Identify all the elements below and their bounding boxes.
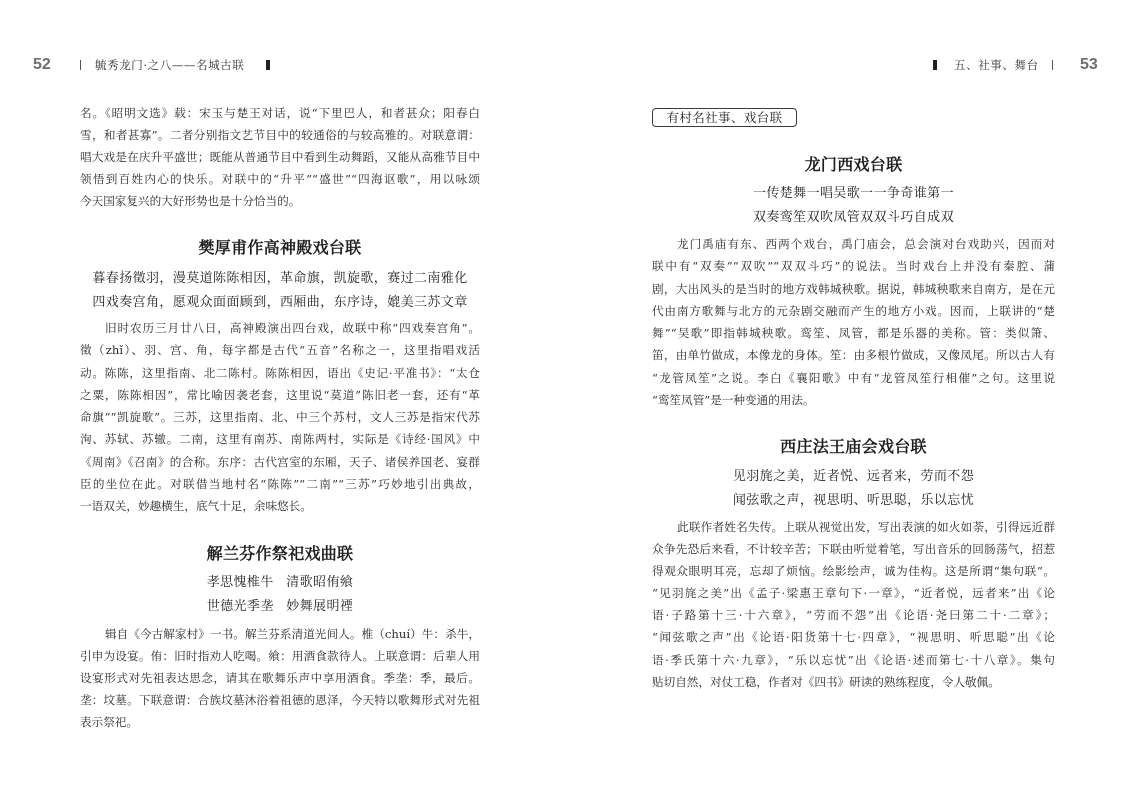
couplet-line: 见羽旄之美，近者悦、远者来，劳而不怨 (732, 469, 975, 484)
text-line: 贴切自然，对仗工稳，作者对《四书》研读的熟练程度，令人敬佩。 (652, 674, 1000, 689)
text-line: 臣的坐位在此。对联借当地村名“陈陈”“二南”“三苏”巧妙地引出典故， (80, 476, 480, 491)
text-line: 领悟到百姓内心的快乐。对联中的“升平”“盛世”“四海讴歌”，用以咏颂 (80, 172, 480, 186)
right-running-title: 五、社事、舞台 (954, 58, 1039, 72)
text-line: 徵（zhǐ）、羽、宫、角，每字都是古代“五音”名称之一，这里指唱戏活 (80, 343, 480, 358)
left-running-title: 毓秀龙门·之八——名城古联 (95, 58, 245, 72)
text-line: 语·季氏第十六·九章》，“乐以忘忧”出《论语·述而第七·十八章》。集句 (652, 652, 1055, 667)
text-line: 今天国家复兴的大好形势也是十分恰当的。 (80, 194, 301, 208)
right-page-number: 53 (1080, 56, 1098, 73)
text-line: “闻弦歌之声”出《论语·阳货第十七·四章》，“视思明、听思聪”出《论 (652, 630, 1055, 645)
text-line: 《周南》《召南》的合称。东序：古代宫室的东厢，天子、诸侯养国老、宴群 (80, 454, 480, 469)
text-line: 设宴形式对先祖表达思念，请其在歌舞乐声中享用酒食。季垄：季，最后。 (80, 671, 480, 685)
text-line: 之粟，陈陈相因”，常比喻因袭老套，这里说“莫道”陈旧老一套，还有“革 (80, 387, 480, 402)
text-line: 旧时农历三月廿八日，高神殿演出四台戏，故联中称“四戏奏宫角”。 (105, 321, 480, 335)
paragraph (80, 317, 480, 517)
paragraph (80, 102, 480, 212)
section-heading: 樊厚甫作高神殿戏台联 (198, 238, 362, 257)
couplet-line: 孝思愧椎牛 清歌昭侑飨 (206, 575, 354, 590)
couplet (652, 465, 1055, 513)
text-line: 命旗”“凯旋歌”。三苏，这里指南、北、中三个苏村，文人三苏是指宋代苏 (80, 410, 480, 424)
text-line: 唱大戏是在庆升平盛世；既能从普通节目中看到生动舞蹈，又能从高雅节目中 (80, 150, 480, 164)
paragraph (652, 516, 1055, 693)
section-heading: 解兰芬作祭祀戏曲联 (206, 544, 354, 563)
text-line: “见羽旄之美”出《孟子·梁惠王章句下·一章》，“近者悦，远者来”出《论 (652, 586, 1055, 601)
couplet (652, 182, 1055, 230)
couplet-line: 暮春扬徵羽，漫莫道陈陈相因，革命旗，凯旋歌，赛过二南雅化 (92, 271, 468, 286)
header-divider (80, 60, 81, 70)
section-heading: 龙门西戏台联 (804, 155, 903, 174)
couplet (80, 571, 480, 619)
paragraph (80, 623, 480, 733)
paragraph (652, 233, 1055, 411)
text-line: 一语双关，妙趣横生，底气十足，余味悠长。 (80, 499, 312, 513)
text-line: 剧，大出风头的是当时的地方戏韩城秧歌。据说，韩城秧歌来自南方，是在元 (652, 281, 1055, 296)
text-line: 动。陈陈，这里指南、北二陈村。陈陈相因，语出《史记·平准书》：“太仓 (80, 365, 480, 380)
couplet-line: 世德光季垄 妙舞展明禋 (206, 599, 354, 614)
couplet-line: 闻弦歌之声，视思明、听思聪，乐以忘忧 (732, 493, 975, 508)
text-line: 舞”“吴歌”即指韩城秧歌。鸾笙、凤管，都是乐器的美称。管：类似箫、 (652, 326, 1055, 341)
left-page-number: 52 (33, 56, 51, 73)
header-marker (933, 60, 937, 70)
couplet-line: 一传楚舞一唱吴歌一一争奇谁第一 (752, 186, 954, 201)
text-line: “龙管凤笙”之说。李白《襄阳歌》中有“龙管凤笙行相催”之句。这里说 (652, 370, 1055, 385)
text-line: 引申为设宴。侑：旧时指劝人吃喝。飨：用酒食款待人。上联意谓：后辈人用 (80, 649, 480, 663)
text-line: 名。《昭明文选》载：宋玉与楚王对话，说“下里巴人，和者甚众；阳春白 (80, 106, 480, 120)
text-line: 龙门禹庙有东、西两个戏台，禹门庙会，总会演对台戏助兴，因而对 (677, 237, 1055, 251)
header-marker (266, 60, 270, 70)
text-line: 此联作者姓名失传。上联从视觉出发，写出表演的如火如荼，引得远近群 (677, 520, 1055, 534)
couplet-line: 四戏奏宫角，愿观众面面顾到，西厢曲，东序诗，媲美三苏文章 (92, 295, 468, 310)
header-divider (1052, 60, 1053, 70)
text-line: 语·子路第十三·十六章》，“劳而不怨”出《论语·尧曰第二十·二章》； (652, 608, 1055, 623)
text-line: 代由南方歌舞与北方的元杂剧交融而产生的地方小戏。因而，上联讲的“楚 (652, 303, 1055, 318)
text-line: “鸾笙凤管”是一种变通的用法。 (652, 393, 815, 408)
category-label: 有村名社事、戏台联 (652, 108, 797, 127)
text-line: 表示祭祀。 (80, 715, 138, 729)
text-line: 洵、苏轼、苏辙。二南，这里有南苏、南陈两村，实际是《诗经·国风》中 (80, 432, 480, 447)
text-line: 众争先恐后来看，不计较辛苦；下联由听觉着笔，写出音乐的回肠荡气，招惹 (652, 542, 1055, 557)
text-line: 垄：坟墓。下联意谓：合族坟墓沐浴着祖德的恩泽，今天特以歌舞形式对先祖 (80, 693, 480, 707)
text-line: 辑自《今古解家村》一书。解兰芬系清道光间人。椎（chuí）牛：杀牛， (105, 627, 480, 641)
couplet-line: 双奏鸾笙双吹凤管双双斗巧自成双 (752, 210, 954, 225)
text-line: 得观众眼明耳亮，忘却了烦恼。绘影绘声，诚为佳构。这是所谓“集句联”。 (652, 564, 1055, 579)
text-line: 联中有“双奏”“双吹”“双双斗巧”的说法。当时戏台上并没有秦腔、蒲 (652, 259, 1055, 274)
couplet (80, 267, 480, 315)
section-heading: 西庄法王庙会戏台联 (780, 437, 927, 456)
text-line: 雪，和者甚寡”。二者分别指文艺节目中的较通俗的与较高雅的。对联意谓： (80, 128, 480, 142)
text-line: 笛，由单竹做成，本像龙的身体。笙：由多根竹做成，又像凤尾。所以古人有 (652, 348, 1055, 363)
